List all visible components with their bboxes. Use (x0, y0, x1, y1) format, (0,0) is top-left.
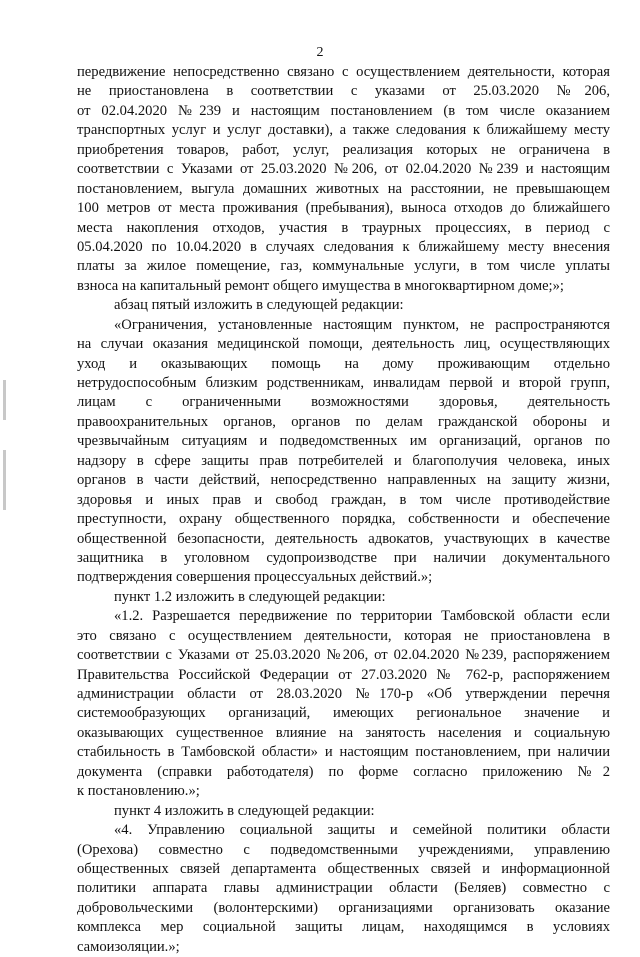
text-line: подтверждения совершения процессуальных действий.»; (77, 569, 433, 586)
text-line: места накопления отходов, участия в траурных процессиях, в период с (77, 219, 610, 236)
scan-margin-mark (3, 450, 6, 510)
text-line: добровольческими (волонтерскими) организациями организовать оказание (77, 899, 610, 916)
text-line: здоровья и иных прав и свобод граждан, в том числе противодействие (77, 491, 610, 508)
text-line: соответствии с Указами от 25.03.2020 №206, от 02.04.2020 №239, распоряжением (77, 647, 610, 664)
text-line: взноса на капитальный ремонт общего имущества в многоквартирном доме;»; (77, 277, 564, 294)
text-line: это связано с осуществлением деятельности, которая не приостановлена в (77, 627, 610, 644)
text-line: правоохранительных органов, органов по делам гражданской обороны и (77, 413, 610, 430)
scan-margin-mark (3, 380, 6, 420)
text-line: (Орехова) совместно с подведомственными учреждениями, управлению (77, 841, 610, 858)
text-line: от 02.04.2020 №239 и настоящим постановлением (в том числе оказанием (77, 102, 610, 119)
text-line: транспортных услуг и услуг доставки), а также следования к ближайшему месту (77, 122, 610, 139)
text-line: лицам с ограниченными возможностями здоровья, деятельность (77, 394, 610, 411)
text-line: Правительства Российской Федерации от 27.03.2020 № 762-р, распоряжением (77, 666, 610, 683)
text-line: приобретения товаров, работ, услуг, реализация которых не ограничена в (77, 141, 610, 158)
text-line: постановлением, выгула домашних животных на расстоянии, не превышающем (77, 180, 610, 197)
text-line: «1.2. Разрешается передвижение по территории Тамбовской области если (114, 608, 610, 625)
text-line: нетрудоспособным близким родственникам, инвалидам первой и второй групп, (77, 375, 610, 391)
text-line: администрации области от 28.03.2020 №170-р «Об утверждении перечня (77, 686, 610, 702)
text-line: не приостановлена в соответствии с указами от 25.03.2020 №206, (77, 83, 610, 100)
text-line: соответствии с Указами от 25.03.2020 №206, от 02.04.2020 №239 и настоящим (77, 161, 610, 178)
text-line: передвижение непосредственно связано с осуществлением деятельности, которая (77, 64, 610, 80)
text-line: 100 метров от места проживания (пребывания), выноса отходов до ближайшего (77, 200, 610, 217)
text-line: общественной безопасности, деятельность адвокатов, участвующих в качестве (77, 530, 610, 547)
text-line: документа (справки работодателя) по форме согласно приложению №2 (77, 763, 610, 780)
text-line: оказывающих существенное влияние на занятость населения и социальную (77, 724, 610, 741)
text-line: уход и оказывающих помощь на дому проживающим отдельно (77, 355, 610, 372)
text-line: «4. Управлению социальной защиты и семейной политики области (114, 822, 610, 839)
text-line: пункт 1.2 изложить в следующей редакции: (114, 588, 386, 605)
text-line: на случаи оказания медицинской помощи, деятельность лиц, осуществляющих (77, 336, 610, 353)
page-number: 2 (316, 45, 324, 60)
text-line: надзору в сфере защиты прав потребителей и благополучия человека, иных (77, 452, 610, 469)
text-line: «Ограничения, установленные настоящим пунктом, не распространяются (114, 316, 610, 333)
text-line: комплекса мер социальной защиты лицам, находящимся в условиях (77, 919, 610, 936)
document-body (77, 63, 610, 957)
text-line: преступности, охрану общественного порядка, собственности и обеспечение (77, 511, 610, 528)
text-line: защитника в уголовном судопроизводстве при наличии документального (77, 549, 610, 566)
text-line: к постановлению.»; (77, 783, 200, 800)
text-line: платы за жилое помещение, газ, коммунальные услуги, в том числе уплаты (77, 258, 610, 275)
text-line: пункт 4 изложить в следующей редакции: (114, 802, 375, 819)
text-line: общественных связей департамента общественных связей и информационной (77, 860, 610, 877)
text-line: органов в части действий, непосредственно направленных на защиту жизни, (77, 472, 610, 489)
text-line: чрезвычайным ситуациям и подведомственных им организаций, органов по (77, 433, 610, 450)
text-line: самоизоляции.»; (77, 938, 180, 955)
text-line: стабильность в Тамбовской области» и настоящим постановлением, при наличии (77, 744, 610, 761)
text-line: 05.04.2020 по 10.04.2020 в случаях следования к ближайшему месту внесения (77, 238, 610, 255)
text-line: политики аппарата главы администрации области (Беляев) совместно с (77, 880, 610, 897)
text-line: системообразующих организаций, имеющих региональное значение и (77, 705, 610, 722)
text-line: абзац пятый изложить в следующей редакции: (114, 297, 404, 314)
